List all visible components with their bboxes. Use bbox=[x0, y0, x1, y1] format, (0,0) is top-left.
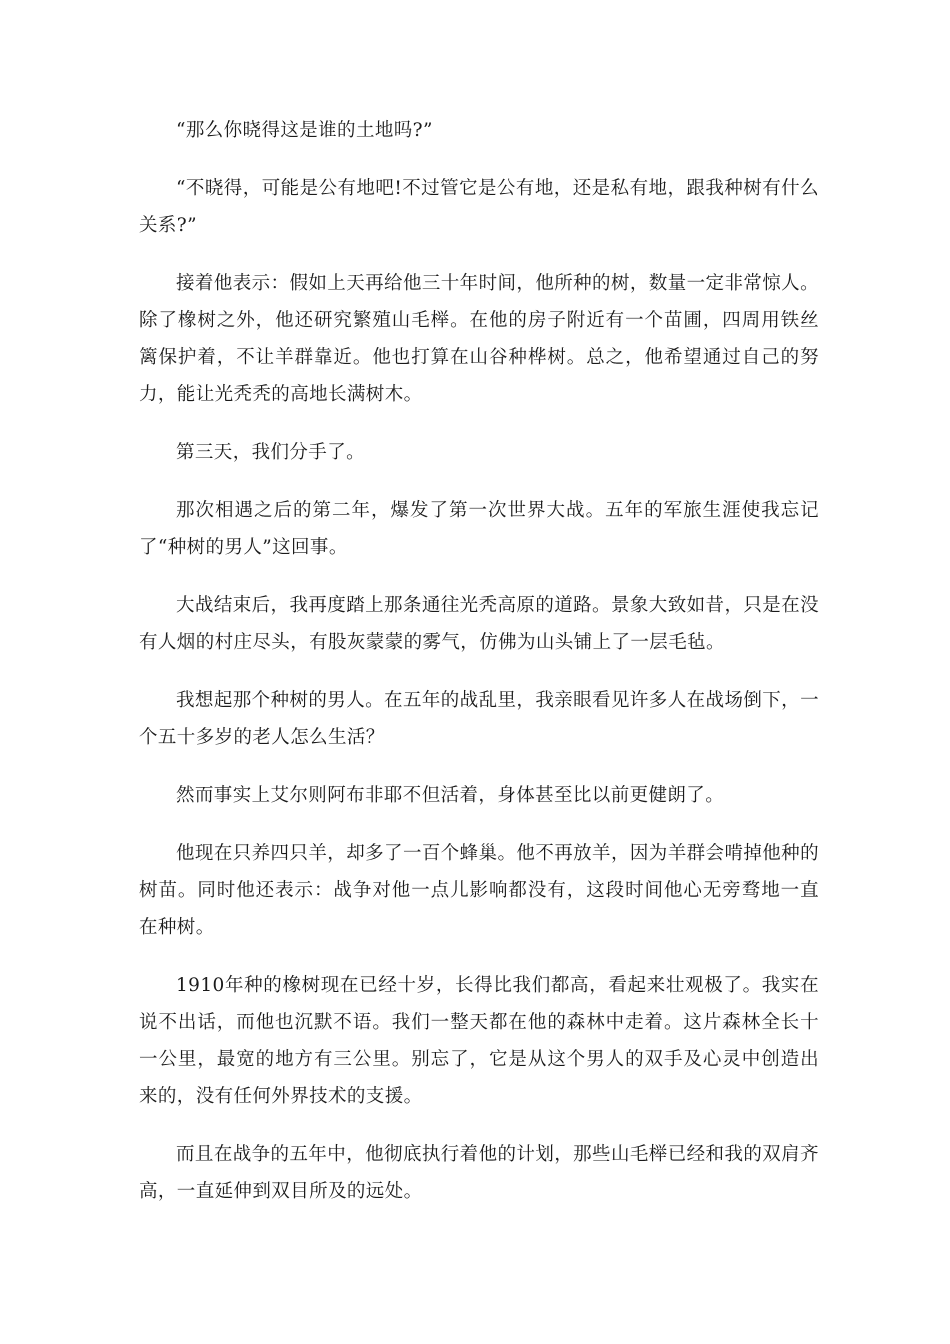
paragraph-9: 他现在只养四只羊，却多了一百个蜂巢。他不再放羊，因为羊群会啃掉他种的树苗。同时他还表示：战争对他一点儿影响都没有，这段时间他心无旁骛地一直在种树。 bbox=[139, 843, 819, 938]
paragraph-11: 而且在战争的五年中，他彻底执行着他的计划，那些山毛榉已经和我的双肩齐高，一直延伸到双目所及的远处。 bbox=[139, 1144, 819, 1202]
paragraph-3: 接着他表示：假如上天再给他三十年时间，他所种的树，数量一定非常惊人。除了橡树之外，他还研究繁殖山毛榉。在他的房子附近有一个苗圃，四周用铁丝篱保护着，不让羊群靠近。他也打算在山谷种桦树。总之，他希望通过自己的努力，能让光秃秃的高地长满树木。 bbox=[139, 273, 819, 405]
paragraph-4: 第三天，我们分手了。 bbox=[176, 442, 366, 463]
paragraph-5: 那次相遇之后的第二年，爆发了第一次世界大战。五年的军旅生涯使我忘记了“种树的男人”这回事。 bbox=[139, 500, 819, 558]
paragraph-6: 大战结束后，我再度踏上那条通往光秃高原的道路。景象大致如昔，只是在没有人烟的村庄尽头，有股灰蒙蒙的雾气，仿佛为山头铺上了一层毛毡。 bbox=[139, 595, 819, 653]
paragraph-7: 我想起那个种树的男人。在五年的战乱里，我亲眼看见许多人在战场倒下，一个五十多岁的老人怎么生活？ bbox=[139, 690, 819, 748]
paragraph-10: 1910年种的橡树现在已经十岁，长得比我们都高，看起来壮观极了。我实在说不出话，而他也沉默不语。我们一整天都在他的森林中走着。这片森林全长十一公里，最宽的地方有三公里。别忘了，它是从这个男人的双手及心灵中创造出来的，没有任何外界技术的支援。 bbox=[139, 975, 819, 1107]
document-body bbox=[139, 112, 819, 1231]
paragraph-8: 然而事实上艾尔则阿布非耶不但活着，身体甚至比以前更健朗了。 bbox=[176, 785, 725, 806]
paragraph-1: “那么你晓得这是谁的土地吗?” bbox=[176, 120, 433, 141]
paragraph-2: “不晓得，可能是公有地吧!不过管它是公有地，还是私有地，跟我种树有什么关系?” bbox=[139, 178, 819, 236]
